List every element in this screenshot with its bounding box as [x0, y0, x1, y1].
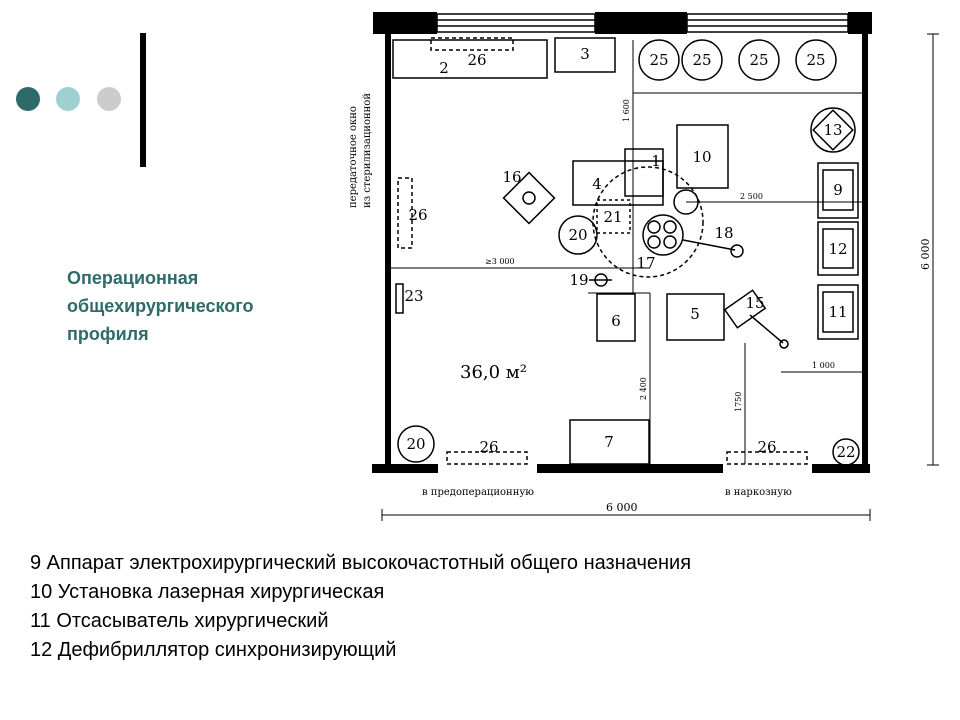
item-label-22: 22	[836, 443, 856, 461]
item-label-10: 10	[692, 148, 712, 166]
item-label-6: 6	[611, 312, 621, 330]
dot-gray	[97, 87, 121, 111]
floor-plan	[330, 0, 950, 535]
item-label-20: 20	[568, 226, 588, 244]
legend-item-10: 10 Установка лазерная хирургическая	[30, 581, 385, 603]
window-label-line2: из стерилизационной	[362, 93, 373, 208]
slide-title	[67, 264, 337, 348]
dim-2500: 2 500	[740, 192, 763, 201]
item-label-25: 25	[749, 51, 769, 69]
item-label-25: 25	[806, 51, 826, 69]
dim-1750: 1750	[734, 391, 743, 412]
item-label-13: 13	[823, 121, 843, 139]
item-label-11: 11	[828, 303, 848, 321]
title-line-2: общехирургического	[67, 296, 254, 316]
item-label-12: 12	[828, 240, 848, 258]
decorative-vertical-bar	[140, 33, 146, 167]
item-label-21: 21	[603, 208, 623, 226]
item-label-23: 23	[404, 287, 424, 305]
legend-item-9: 9 Аппарат электрохирургический высокочастотный общего назначения	[30, 552, 692, 574]
item-label-4: 4	[592, 175, 602, 193]
area-label: 36,0 м²	[460, 362, 528, 383]
item-label-3: 3	[580, 45, 590, 63]
legend-item-12: 12 Дефибриллятор синхронизирующий	[30, 639, 397, 661]
dim-width: 6 000	[606, 501, 638, 514]
dot-dark	[16, 87, 40, 111]
item-label-15: 15	[745, 294, 765, 312]
legend	[30, 549, 691, 665]
title-line-3: профиля	[67, 324, 149, 344]
dim-height: 6 000	[919, 238, 932, 270]
item-label-18: 18	[714, 224, 734, 242]
item-label-26: 26	[408, 206, 428, 224]
item-label-1: 1	[651, 152, 661, 170]
dim-1600: 1 600	[622, 99, 631, 122]
item-label-25: 25	[649, 51, 669, 69]
door-label-left: в предоперационную	[422, 487, 534, 498]
legend-item-11: 11 Отсасыватель хирургический	[30, 610, 329, 632]
title-line-1: Операционная	[67, 268, 199, 288]
item-label-20: 20	[406, 435, 426, 453]
dim-1000: 1 000	[812, 361, 835, 370]
item-label-26: 26	[467, 51, 487, 69]
item-label-5: 5	[690, 305, 700, 323]
item-label-26: 26	[479, 438, 499, 456]
item-label-17: 17	[636, 254, 656, 272]
dim-2400: 2 400	[639, 377, 648, 400]
item-label-26: 26	[757, 438, 777, 456]
item-label-9: 9	[833, 181, 843, 199]
dim-3000: ≥3 000	[485, 257, 515, 266]
item-label-16: 16	[502, 168, 522, 186]
item-label-2: 2	[439, 59, 449, 77]
window-label-line1: передаточное окно	[348, 106, 359, 208]
dot-light	[56, 87, 80, 111]
item-label-7: 7	[604, 433, 614, 451]
item-label-25: 25	[692, 51, 712, 69]
door-label-right: в наркозную	[725, 487, 792, 498]
item-label-19: 19	[569, 271, 589, 289]
